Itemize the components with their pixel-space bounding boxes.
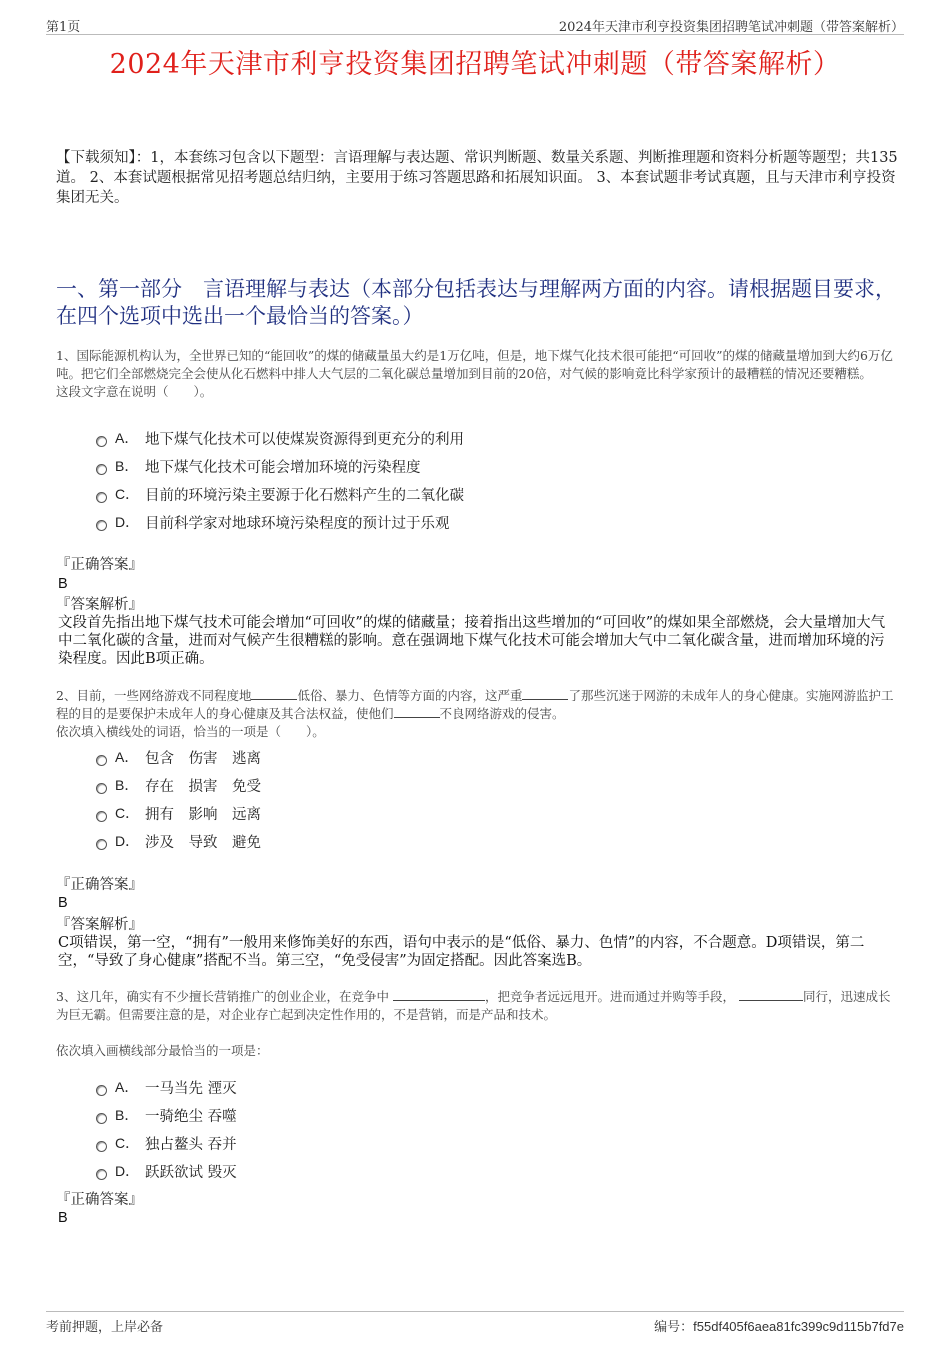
- radio-icon[interactable]: [96, 464, 107, 475]
- fill-blank: [739, 988, 803, 1001]
- radio-icon[interactable]: [96, 492, 107, 503]
- question-3-options: [96, 1073, 237, 1185]
- question-stem: 1、国际能源机构认为，全世界已知的“能回收”的煤的储藏量虽大约是1万亿吨，但是，地下煤气化技术很可能把“可回收”的煤的储藏量增加到大约6万亿吨。把它们全部燃烧完全会使从化石燃料中排人大气层的二氧化碳总量增加到目前的20倍，对气候的影响竟比科学家预计的最糟糕的情况还要糟糕。: [56, 348, 893, 381]
- answer-analysis: 文段首先指出地下煤气技术可能会增加“可回收”的煤的储藏量；接着指出这些增加的“可回收”的煤如果全部燃烧，会大量增加大气中二氧化碳的含量，进而对气候产生很糟糕的影响。意在强调地下煤气化技术可能会增加大气中二氧化碳含量，进而增加环境的污染程度。因此B项正确。: [58, 615, 886, 667]
- question-2-options: [96, 743, 261, 855]
- question-2: [56, 687, 898, 741]
- page-header: [46, 14, 904, 35]
- option-text: 跃跃欲试 毁灭: [145, 1164, 237, 1181]
- option-d[interactable]: [96, 827, 261, 855]
- option-text: 目前的环境污染主要源于化石燃料产生的二氧化碳: [145, 487, 464, 504]
- radio-icon[interactable]: [96, 436, 107, 447]
- question-1: [56, 347, 898, 401]
- stem-part: 了那些沉迷于网游的未成年人的身心健康。实施网游监护工程的目的是要保护未成年人的身心健康及其合法权益，使他们: [56, 688, 894, 721]
- stem-part: 3、这几年，确实有不少擅长营销推广的创业企业，在竞争中: [56, 989, 389, 1004]
- footer-slogan: 考前押题，上岸必备: [46, 1320, 164, 1335]
- radio-icon[interactable]: [96, 1113, 107, 1124]
- correct-answer-label: 『正确答案』: [56, 557, 143, 573]
- question-prompt: 依次填入画横线部分最恰当的一项是：: [56, 1043, 269, 1058]
- download-notice: 【下载须知】：1，本套练习包含以下题型：言语理解与表达题、常识判断题、数量关系题、判断推理题和资料分析题等题型；共135道。 2、本套试题根据常见招考题总结归纳，主要用于练习答题思路和拓展知识面。 3、本套试题非考试真题，且与天津市利亨投资集团无关。: [56, 150, 898, 206]
- radio-icon[interactable]: [96, 1141, 107, 1152]
- answer-analysis: C项错误，第一空，“拥有”一般用来修饰美好的东西，语句中表示的是“低俗、暴力、色情”的内容，不合题意。D项错误，第二空，“导致了身心健康”搭配不当。第三空，“免受侵害”为固定搭配。因此答案选B。: [58, 935, 865, 969]
- option-b[interactable]: [96, 452, 464, 480]
- correct-answer: B: [58, 576, 68, 592]
- option-key: B．: [115, 1107, 139, 1123]
- option-key: A．: [115, 749, 139, 765]
- fill-blank: [394, 705, 440, 718]
- stem-part: ，把竞争者远远甩开。进而通过并购等手段，: [484, 989, 735, 1004]
- code-value: f55df405f6aea81fc399c9d115b7fd7e: [693, 1319, 904, 1334]
- footer-code: [654, 1316, 904, 1335]
- option-text: 一马当先 湮灭: [145, 1080, 237, 1097]
- question-prompt: 这段文字意在说明（ ）。: [56, 384, 213, 399]
- radio-icon[interactable]: [96, 839, 107, 850]
- option-key: B．: [115, 777, 139, 793]
- question-prompt: 依次填入横线处的词语，恰当的一项是（ ）。: [56, 724, 325, 739]
- option-c[interactable]: [96, 1129, 237, 1157]
- radio-icon[interactable]: [96, 755, 107, 766]
- stem-part: 2、目前，一些网络游戏不同程度地: [56, 688, 252, 703]
- option-text: 独占鳌头 吞并: [145, 1136, 237, 1153]
- fill-blank: [251, 687, 297, 700]
- radio-icon[interactable]: [96, 520, 107, 531]
- option-key: A．: [115, 430, 139, 446]
- option-a[interactable]: [96, 424, 464, 452]
- correct-answer: B: [58, 1210, 68, 1226]
- stem-part: 不良网络游戏的侵害。: [439, 706, 565, 721]
- option-d[interactable]: [96, 1157, 237, 1185]
- option-text: 地下煤气化技术可以使煤炭资源得到更充分的利用: [145, 431, 464, 448]
- page-title: 2024年天津市利亨投资集团招聘笔试冲刺题（带答案解析）: [109, 49, 841, 80]
- option-key: D．: [115, 833, 140, 849]
- option-d[interactable]: [96, 508, 464, 536]
- option-text: 存在 损害 免受: [145, 778, 261, 795]
- option-b[interactable]: [96, 771, 261, 799]
- option-text: 涉及 导致 避免: [145, 834, 261, 851]
- stem-part: 同行，迅速成长为巨无霸。但需要注意的是，对企业存亡起到决定性作用的，不是营销，而是产品和技术。: [56, 989, 891, 1022]
- option-key: D．: [115, 514, 140, 530]
- option-key: A．: [115, 1079, 139, 1095]
- radio-icon[interactable]: [96, 811, 107, 822]
- correct-answer: B: [58, 895, 68, 911]
- fill-blank: [393, 988, 485, 1001]
- page-footer: [46, 1311, 904, 1336]
- code-label: 编号：: [654, 1320, 694, 1335]
- option-key: D．: [115, 1163, 140, 1179]
- header-doc-title: 2024年天津市利亨投资集团招聘笔试冲刺题（带答案解析）: [558, 20, 904, 35]
- radio-icon[interactable]: [96, 783, 107, 794]
- option-c[interactable]: [96, 480, 464, 508]
- question-1-options: [96, 424, 464, 536]
- analysis-label: 『答案解析』: [56, 597, 143, 613]
- stem-part: 低俗、暴力、色情等方面的内容，这严重: [297, 688, 523, 703]
- option-text: 拥有 影响 远离: [145, 806, 261, 823]
- question-3: [56, 988, 898, 1060]
- option-key: C．: [115, 1135, 140, 1151]
- option-key: B．: [115, 458, 139, 474]
- analysis-label: 『答案解析』: [56, 917, 143, 933]
- radio-icon[interactable]: [96, 1085, 107, 1096]
- question-stem: [56, 687, 898, 723]
- option-text: 目前科学家对地球环境污染程度的预计过于乐观: [145, 515, 450, 532]
- option-b[interactable]: [96, 1101, 237, 1129]
- option-key: C．: [115, 486, 140, 502]
- option-a[interactable]: [96, 1073, 237, 1101]
- question-stem: [56, 988, 898, 1024]
- option-text: 地下煤气化技术可能会增加环境的污染程度: [145, 459, 421, 476]
- correct-answer-label: 『正确答案』: [56, 1192, 143, 1208]
- section-heading: 一、第一部分 言语理解与表达（本部分包括表达与理解两方面的内容。请根据题目要求，在四个选项中选出一个最恰当的答案。）: [56, 277, 896, 328]
- option-key: C．: [115, 805, 140, 821]
- page-number: 第1页: [46, 20, 81, 35]
- fill-blank: [522, 687, 568, 700]
- option-text: 一骑绝尘 吞噬: [145, 1108, 237, 1125]
- option-c[interactable]: [96, 799, 261, 827]
- option-a[interactable]: [96, 743, 261, 771]
- correct-answer-label: 『正确答案』: [56, 877, 143, 893]
- radio-icon[interactable]: [96, 1169, 107, 1180]
- option-text: 包含 伤害 逃离: [145, 750, 261, 767]
